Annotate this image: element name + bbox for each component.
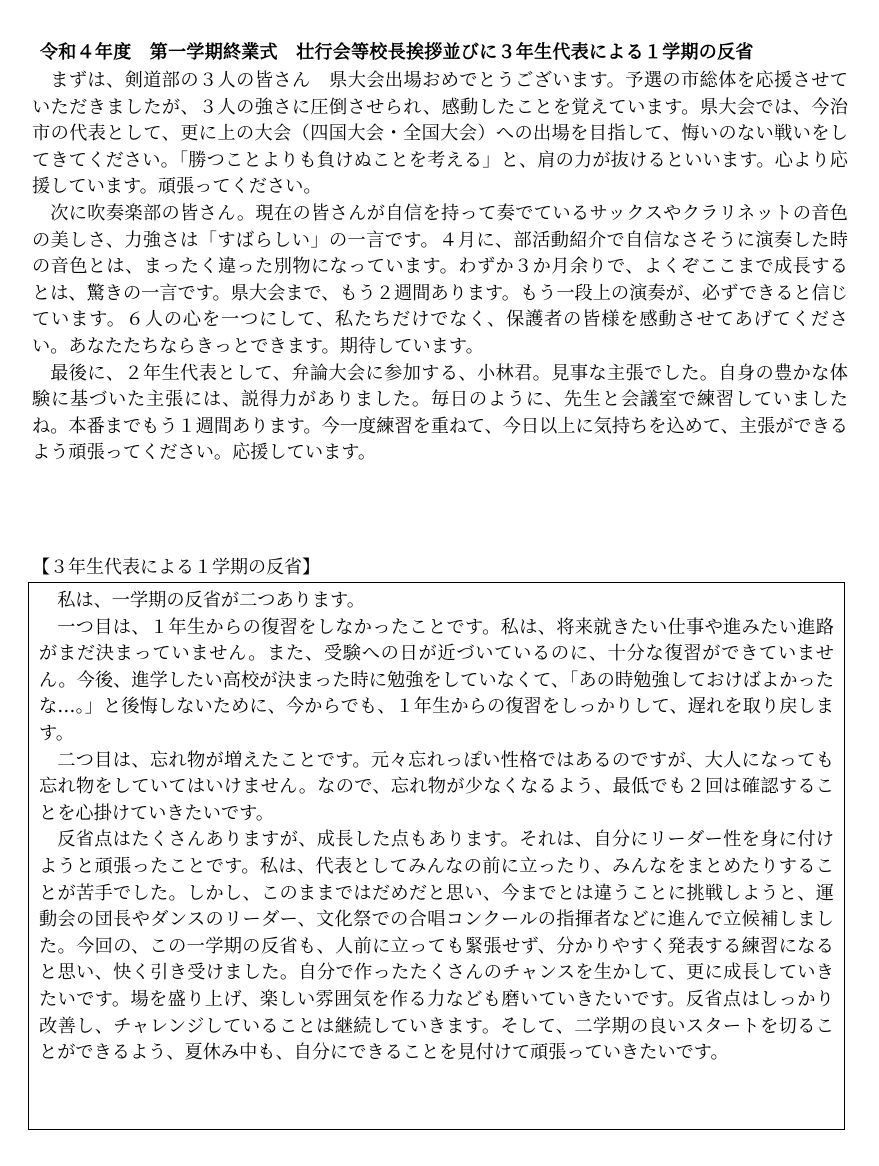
speech-paragraph-speech-contest: 最後に、２年生代表として、弁論大会に参加する、小林君。見事な主張でした。自身の豊かな体験に基づいた主張には、説得力がありました。毎日のように、先生と会議室で練習していましたね。本番までもう１週間あります。今一度練習を重ねて、今日以上に気持ちを込めて、主張ができるよう頑張ってください。応援しています。 bbox=[32, 362, 848, 464]
reflection-paragraph-first: 一つ目は、１年生からの復習をしなかったことです。私は、将来就きたい仕事や進みたい進路がまだ決まっていません。また、受験への日が近づいているのに、十分な復習ができていません。今後、進学したい高校が決まった時に勉強をしていなくて、「あの時勉強しておけばよかったな…。」と後悔しないために、今からでも、１年生からの復習をしっかりして、遅れを取り戻します。 bbox=[39, 616, 834, 744]
speech-paragraph-kendo: まずは、剣道部の３人の皆さん 県大会出場おめでとうございます。予選の市総体を応援させていただきましたが、３人の強さに圧倒させられ、感動したことを覚えています。県大会では、今治市の代表として、更に上の大会（四国大会・全国大会）への出場を目指して、悔いのない戦いをしてきてください。「勝つことよりも負けぬことを考える」と、肩の力が抜けるといいます。心より応援しています。頑張ってください。 bbox=[32, 70, 848, 198]
student-reflection bbox=[39, 588, 834, 1067]
reflection-paragraph-growth: 反省点はたくさんありますが、成長した点もあります。それは、自分にリーダー性を身に付けようと頑張ったことです。私は、代表としてみんなの前に立ったり、みんなをまとめたりすることが苦手でした。しかし、このままではだめだと思い、今までとは違うことに挑戦しようと、運動会の団長やダンスのリーダー、文化祭での合唱コンクールの指揮者などに進んで立候補しました。今回の、この一学期の反省も、人前に立っても緊張せず、分かりやすく発表する練習になると思い、快く引き受けました。自分で作ったたくさんのチャンスを生かして、更に成長していきたいです。場を盛り上げ、楽しい雰囲気を作る力なども磨いていきたいです。反省点はしっかり改善し、チャレンジしていることは継続していきます。そして、二学期の良いスタートを切ることができるよう、夏休み中も、自分にできることを見付けて頑張っていきたいです。 bbox=[39, 829, 834, 1064]
principal-speech bbox=[32, 68, 848, 467]
reflection-box bbox=[28, 582, 845, 1130]
document-title: 令和４年度 第一学期終業式 壮行会等校長挨拶並びに３年生代表による１学期の反省 bbox=[40, 42, 754, 63]
speech-paragraph-brass-band: 次に吹奏楽部の皆さん。現在の皆さんが自信を持って奏でているサックスやクラリネットの音色の美しさ、力強さは「すばらしい」の一言です。４月に、部活動紹介で自信なさそうに演奏した時の音色とは、まったく違った別物になっています。わずか３か月余りで、よくぞここまで成長するとは、驚きの一言です。県大会まで、もう２週間あります。もう一段上の演奏が、必ずできると信じています。６人の心を一つにして、私たちだけでなく、保護者の皆様を感動させてあげてください。あなたたちならきっとできます。期待しています。 bbox=[32, 202, 848, 357]
reflection-paragraph-intro: 私は、一学期の反省が二つあります。 bbox=[57, 590, 365, 611]
section-heading: 【３年生代表による１学期の反省】 bbox=[32, 557, 320, 578]
reflection-paragraph-second: 二つ目は、忘れ物が増えたことです。元々忘れっぽい性格ではあるのですが、大人になっても忘れ物をしていてはいけません。なので、忘れ物が少なくなるよう、最低でも２回は確認することを心掛けていきたいです。 bbox=[39, 749, 834, 824]
